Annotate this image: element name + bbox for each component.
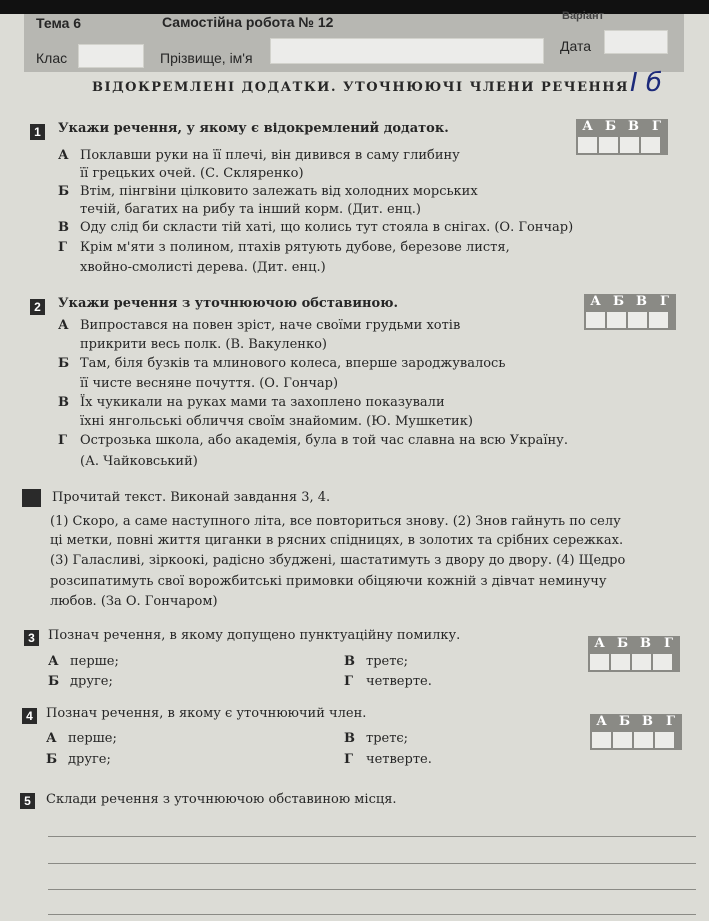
reading-line: любов. (За О. Гончаром) xyxy=(50,594,218,609)
answer-cell[interactable] xyxy=(620,137,639,153)
answer-letter: Г xyxy=(652,119,661,134)
answer-grid-1 xyxy=(576,119,668,155)
option-line: хвойно-смолисті дерева. (Дит. енц.) xyxy=(80,260,326,275)
option-line: В третє; xyxy=(344,731,409,746)
option-line: А Випростався на повен зріст, наче своїми грудьми хотів xyxy=(58,318,461,333)
answer-letter: Б xyxy=(616,636,629,651)
option-line: її грецьких очей. (С. Скляренко) xyxy=(80,166,304,181)
option-line: В третє; xyxy=(344,654,409,669)
option-line: Г четверте. xyxy=(344,674,432,689)
class-label: Клас xyxy=(36,50,68,66)
answer-letter: Г xyxy=(664,636,673,651)
worksheet-header xyxy=(24,10,684,72)
answer-letter: В xyxy=(636,294,647,309)
answer-write-line[interactable] xyxy=(48,863,696,864)
option-line: А перше; xyxy=(46,731,117,746)
option-line: Б друге; xyxy=(46,752,111,767)
answer-cell[interactable] xyxy=(634,732,653,748)
answer-cell[interactable] xyxy=(632,654,651,670)
question-1-text: Укажи речення, у якому є відокремлений додаток. xyxy=(58,121,449,136)
answer-cell[interactable] xyxy=(586,312,605,328)
option-line: А перше; xyxy=(48,654,119,669)
reading-instruction: Прочитай текст. Виконай завдання 3, 4. xyxy=(52,490,331,505)
handwritten-variant: I б xyxy=(630,68,662,98)
name-label: Прізвище, ім'я xyxy=(160,50,253,66)
question-3-number: 3 xyxy=(24,630,39,646)
answer-cell[interactable] xyxy=(628,312,647,328)
variant-label: Варіант xyxy=(562,10,604,22)
answer-cell[interactable] xyxy=(590,654,609,670)
work-title: Самостійна робота № 12 xyxy=(162,14,334,30)
option-line: Г Крім м'яти з полином, птахів рятують дубове, березове листя, xyxy=(58,240,510,255)
answer-letter: А xyxy=(596,714,607,729)
answer-write-line[interactable] xyxy=(48,836,696,837)
answer-letter: В xyxy=(642,714,653,729)
answer-cell[interactable] xyxy=(641,137,660,153)
answer-letter: А xyxy=(582,119,593,134)
option-line: Г четверте. xyxy=(344,752,432,767)
answer-cell[interactable] xyxy=(653,654,672,670)
page-title: ВІДОКРЕМЛЕНІ ДОДАТКИ. УТОЧНЮЮЧІ ЧЛЕНИ РЕЧЕННЯ xyxy=(92,80,630,95)
answer-letter: Г xyxy=(660,294,669,309)
answer-cell[interactable] xyxy=(607,312,626,328)
answer-letter: А xyxy=(594,636,605,651)
option-line: їхні янгольські обличчя своїм знайомим. (Ю. Мушкетик) xyxy=(80,414,473,429)
answer-grid-4 xyxy=(590,714,682,750)
option-line: Г Острозька школа, або академія, була в той час славна на всю Україну. xyxy=(58,433,568,448)
question-2-text: Укажи речення з уточнюючою обставиною. xyxy=(58,296,399,311)
answer-letter: Б xyxy=(612,294,625,309)
answer-cell[interactable] xyxy=(613,732,632,748)
reading-line: (3) Галасливі, зіркоокі, радісно збуджені, шастатимуть з двору до двору. (4) Щедро xyxy=(50,553,626,568)
option-line: прикрити весь полк. (В. Вакуленко) xyxy=(80,337,327,352)
topic-label: Тема 6 xyxy=(36,15,82,31)
answer-letter: Б xyxy=(618,714,631,729)
answer-grid-2 xyxy=(584,294,676,330)
answer-grid-3 xyxy=(588,636,680,672)
answer-cell[interactable] xyxy=(592,732,611,748)
option-line: В Оду слід би скласти тій хаті, що колись тут стояла в снігах. (О. Гончар) xyxy=(58,220,574,235)
option-line: А Поклавши руки на її плечі, він дивився в саму глибину xyxy=(58,148,460,163)
answer-letter: В xyxy=(628,119,639,134)
reading-square-icon xyxy=(22,489,41,507)
answer-letter: В xyxy=(640,636,651,651)
question-2-number: 2 xyxy=(30,299,45,315)
reading-line: (1) Скоро, а саме наступного літа, все повториться знову. (2) Знов гайнуть по селу xyxy=(50,514,621,529)
name-field[interactable] xyxy=(270,38,544,64)
option-line: Б Там, біля бузків та млинового колеса, вперше зароджувалось xyxy=(58,356,506,371)
option-line: Б Втім, пінгвіни цілковито залежать від холодних морських xyxy=(58,184,478,199)
answer-cell[interactable] xyxy=(611,654,630,670)
answer-cell[interactable] xyxy=(578,137,597,153)
answer-write-line[interactable] xyxy=(48,889,696,890)
reading-line: ці метки, повні життя циганки в рясних спідницях, в золотих та срібних сережках. xyxy=(50,533,624,548)
answer-letter: Г xyxy=(666,714,675,729)
question-4-text: Познач речення, в якому є уточнюючий член. xyxy=(46,706,367,721)
question-4-number: 4 xyxy=(22,708,37,724)
date-label: Дата xyxy=(560,38,592,54)
question-5-number: 5 xyxy=(20,793,35,809)
option-line: Б друге; xyxy=(48,674,113,689)
date-field[interactable] xyxy=(604,30,668,54)
class-field[interactable] xyxy=(78,44,144,68)
reading-line: розсипатимуть свої ворожбитські примовки обіцяючи кожній з дівчат неминучу xyxy=(50,574,607,589)
question-5-text: Склади речення з уточнюючою обставиною місця. xyxy=(46,792,397,807)
question-3-text: Познач речення, в якому допущено пунктуаційну помилку. xyxy=(48,628,461,643)
option-line: течій, багатих на рибу та інший корм. (Дит. енц.) xyxy=(80,202,421,217)
question-1-number: 1 xyxy=(30,124,45,140)
option-line: її чисте весняне почуття. (О. Гончар) xyxy=(80,376,339,391)
answer-cell[interactable] xyxy=(649,312,668,328)
answer-letter: А xyxy=(590,294,601,309)
answer-letter: Б xyxy=(604,119,617,134)
answer-cell[interactable] xyxy=(655,732,674,748)
option-line: В Їх чукикали на руках мами та захоплено показували xyxy=(58,395,445,410)
option-line: (А. Чайковський) xyxy=(80,454,198,469)
answer-cell[interactable] xyxy=(599,137,618,153)
answer-write-line[interactable] xyxy=(48,914,696,915)
